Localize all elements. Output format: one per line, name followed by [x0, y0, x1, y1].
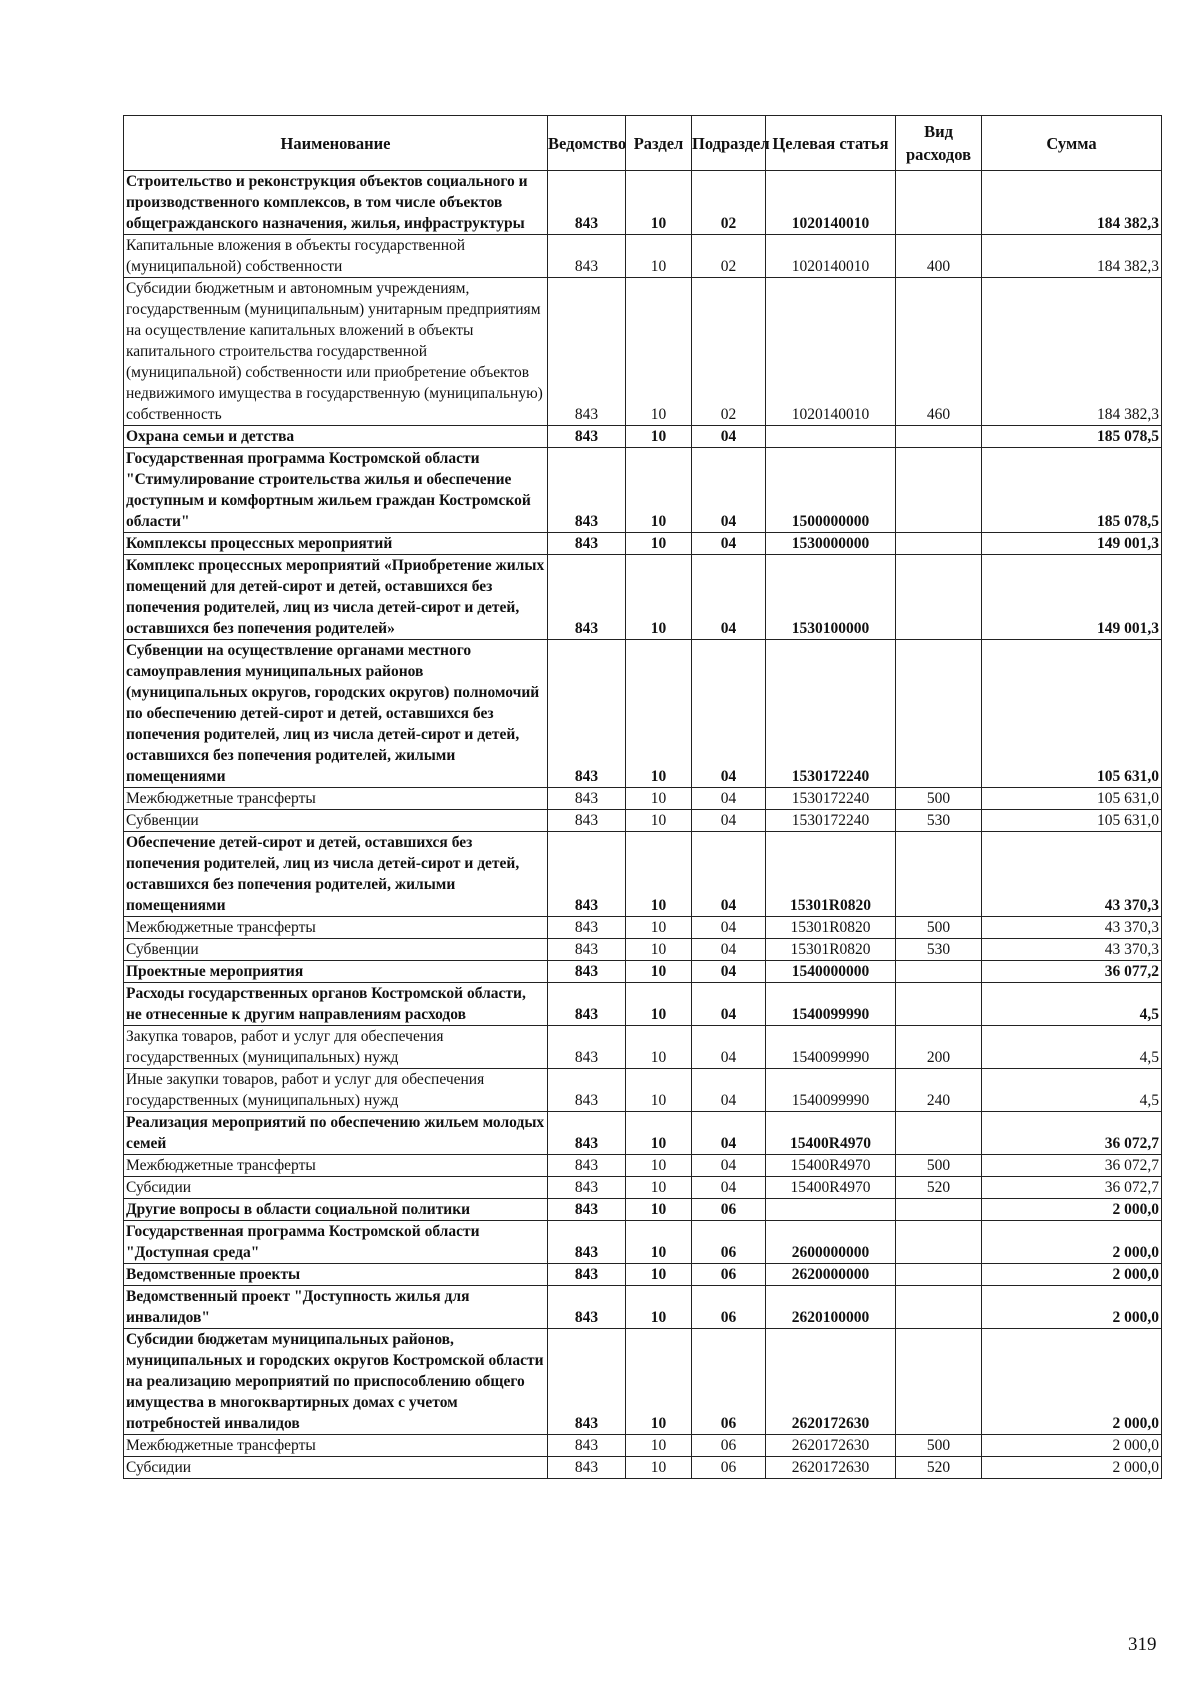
row-dept-cell: 843	[548, 1199, 626, 1221]
row-subsection-cell: 06	[692, 1457, 766, 1479]
table-row	[124, 1435, 1162, 1457]
row-name-cell: Закупка товаров, работ и услуг для обеспечения государственных (муниципальных) нужд	[124, 1026, 548, 1069]
table-row	[124, 533, 1162, 555]
row-article-cell: 15400R4970	[766, 1112, 896, 1155]
row-dept-cell: 843	[548, 983, 626, 1026]
row-dept-cell: 843	[548, 917, 626, 939]
row-section-cell: 10	[626, 788, 692, 810]
row-kind-cell	[896, 640, 982, 788]
row-sum-cell: 184 382,3	[982, 278, 1162, 426]
row-article-cell: 2620100000	[766, 1286, 896, 1329]
row-section-cell: 10	[626, 1112, 692, 1155]
table-row	[124, 961, 1162, 983]
row-article-cell: 1530172240	[766, 810, 896, 832]
row-kind-cell	[896, 448, 982, 533]
row-article-cell: 1020140010	[766, 171, 896, 235]
row-kind-cell: 520	[896, 1457, 982, 1479]
row-section-cell: 10	[626, 1221, 692, 1264]
row-dept-cell: 843	[548, 1435, 626, 1457]
row-subsection-cell: 04	[692, 1155, 766, 1177]
row-subsection-cell: 04	[692, 788, 766, 810]
row-sum-cell: 105 631,0	[982, 640, 1162, 788]
row-subsection-cell: 06	[692, 1264, 766, 1286]
row-sum-cell: 36 072,7	[982, 1177, 1162, 1199]
table-row	[124, 939, 1162, 961]
header-article: Целевая статья	[766, 116, 896, 171]
row-name-cell: Расходы государственных органов Костромской области, не отнесенные к другим направлениям расходов	[124, 983, 548, 1026]
row-dept-cell: 843	[548, 788, 626, 810]
row-kind-cell	[896, 171, 982, 235]
row-article-cell: 1540099990	[766, 983, 896, 1026]
row-dept-cell: 843	[548, 832, 626, 917]
row-kind-cell: 530	[896, 810, 982, 832]
row-sum-cell: 4,5	[982, 1026, 1162, 1069]
row-article-cell: 1020140010	[766, 235, 896, 278]
budget-table	[123, 115, 1162, 1479]
row-name-cell: Ведомственный проект "Доступность жилья для инвалидов"	[124, 1286, 548, 1329]
table-row	[124, 1329, 1162, 1435]
row-name-cell: Комплексы процессных мероприятий	[124, 533, 548, 555]
header-kind: Вид расходов	[896, 116, 982, 171]
table-row	[124, 917, 1162, 939]
table-row	[124, 1177, 1162, 1199]
row-sum-cell: 43 370,3	[982, 917, 1162, 939]
header-subsection: Подраздел	[692, 116, 766, 171]
row-dept-cell: 843	[548, 1329, 626, 1435]
row-dept-cell: 843	[548, 555, 626, 640]
row-section-cell: 10	[626, 533, 692, 555]
table-header-row	[124, 116, 1162, 171]
table-row	[124, 555, 1162, 640]
row-subsection-cell: 02	[692, 278, 766, 426]
row-kind-cell	[896, 1286, 982, 1329]
page-number: 319	[1128, 1634, 1157, 1655]
row-section-cell: 10	[626, 917, 692, 939]
row-kind-cell	[896, 533, 982, 555]
row-subsection-cell: 04	[692, 917, 766, 939]
table-row	[124, 235, 1162, 278]
row-section-cell: 10	[626, 1199, 692, 1221]
row-article-cell: 1530172240	[766, 640, 896, 788]
row-dept-cell: 843	[548, 235, 626, 278]
header-dept: Ведомство	[548, 116, 626, 171]
row-section-cell: 10	[626, 961, 692, 983]
row-name-cell: Охрана семьи и детства	[124, 426, 548, 448]
row-name-cell: Государственная программа Костромской области "Стимулирование строительства жилья и обеспечение доступным и комфортным жильем граждан Костромской области"	[124, 448, 548, 533]
row-kind-cell: 200	[896, 1026, 982, 1069]
row-sum-cell: 2 000,0	[982, 1457, 1162, 1479]
row-article-cell: 1020140010	[766, 278, 896, 426]
row-kind-cell: 530	[896, 939, 982, 961]
row-sum-cell: 4,5	[982, 983, 1162, 1026]
row-kind-cell	[896, 832, 982, 917]
row-subsection-cell: 06	[692, 1435, 766, 1457]
row-section-cell: 10	[626, 1457, 692, 1479]
row-article-cell: 15301R0820	[766, 832, 896, 917]
row-section-cell: 10	[626, 555, 692, 640]
row-name-cell: Реализация мероприятий по обеспечению жильем молодых семей	[124, 1112, 548, 1155]
row-dept-cell: 843	[548, 1026, 626, 1069]
row-name-cell: Обеспечение детей-сирот и детей, оставшихся без попечения родителей, лиц из числа детей-сирот и детей, оставшихся без попечения родителей, жилыми помещениями	[124, 832, 548, 917]
row-kind-cell	[896, 983, 982, 1026]
row-article-cell: 2620172630	[766, 1329, 896, 1435]
table-row	[124, 1026, 1162, 1069]
row-sum-cell: 2 000,0	[982, 1329, 1162, 1435]
row-article-cell: 2620172630	[766, 1435, 896, 1457]
row-name-cell: Субвенции на осуществление органами местного самоуправления муниципальных районов (муниципальных округов, городских округов) полномочий по обеспечению детей-сирот и детей, оставшихся без попечения родителей, лиц из числа детей-сирот и детей, оставшихся без попечения родителей, жилыми помещениями	[124, 640, 548, 788]
row-dept-cell: 843	[548, 426, 626, 448]
row-article-cell: 15301R0820	[766, 939, 896, 961]
row-name-cell: Субсидии	[124, 1177, 548, 1199]
row-article-cell: 2620000000	[766, 1264, 896, 1286]
row-sum-cell: 36 077,2	[982, 961, 1162, 983]
row-section-cell: 10	[626, 1435, 692, 1457]
row-sum-cell: 36 072,7	[982, 1155, 1162, 1177]
row-article-cell: 15400R4970	[766, 1155, 896, 1177]
table-row	[124, 810, 1162, 832]
row-subsection-cell: 04	[692, 983, 766, 1026]
row-sum-cell: 185 078,5	[982, 426, 1162, 448]
row-subsection-cell: 04	[692, 961, 766, 983]
row-article-cell: 1500000000	[766, 448, 896, 533]
row-sum-cell: 2 000,0	[982, 1286, 1162, 1329]
row-section-cell: 10	[626, 832, 692, 917]
row-article-cell: 1530100000	[766, 555, 896, 640]
row-name-cell: Межбюджетные трансферты	[124, 1435, 548, 1457]
row-dept-cell: 843	[548, 1155, 626, 1177]
row-kind-cell: 460	[896, 278, 982, 426]
table-row	[124, 1199, 1162, 1221]
row-article-cell: 15400R4970	[766, 1177, 896, 1199]
row-sum-cell: 36 072,7	[982, 1112, 1162, 1155]
row-section-cell: 10	[626, 235, 692, 278]
row-sum-cell: 105 631,0	[982, 810, 1162, 832]
row-dept-cell: 843	[548, 1069, 626, 1112]
row-dept-cell: 843	[548, 961, 626, 983]
row-section-cell: 10	[626, 1264, 692, 1286]
row-kind-cell	[896, 1112, 982, 1155]
row-section-cell: 10	[626, 810, 692, 832]
row-dept-cell: 843	[548, 278, 626, 426]
row-dept-cell: 843	[548, 1457, 626, 1479]
row-name-cell: Межбюджетные трансферты	[124, 788, 548, 810]
row-section-cell: 10	[626, 640, 692, 788]
row-subsection-cell: 04	[692, 1069, 766, 1112]
table-row	[124, 640, 1162, 788]
row-name-cell: Другие вопросы в области социальной политики	[124, 1199, 548, 1221]
row-subsection-cell: 04	[692, 832, 766, 917]
row-article-cell: 15301R0820	[766, 917, 896, 939]
row-subsection-cell: 02	[692, 235, 766, 278]
row-article-cell: 1540000000	[766, 961, 896, 983]
row-section-cell: 10	[626, 1329, 692, 1435]
row-section-cell: 10	[626, 171, 692, 235]
row-name-cell: Иные закупки товаров, работ и услуг для обеспечения государственных (муниципальных) нужд	[124, 1069, 548, 1112]
table-row	[124, 1221, 1162, 1264]
table-row	[124, 426, 1162, 448]
row-kind-cell	[896, 555, 982, 640]
row-subsection-cell: 06	[692, 1221, 766, 1264]
row-name-cell: Капитальные вложения в объекты государственной (муниципальной) собственности	[124, 235, 548, 278]
table-row	[124, 1155, 1162, 1177]
row-sum-cell: 184 382,3	[982, 171, 1162, 235]
row-sum-cell: 2 000,0	[982, 1264, 1162, 1286]
table-row	[124, 1457, 1162, 1479]
row-subsection-cell: 04	[692, 640, 766, 788]
table-row	[124, 983, 1162, 1026]
row-kind-cell	[896, 961, 982, 983]
row-subsection-cell: 04	[692, 939, 766, 961]
header-name: Наименование	[124, 116, 548, 171]
row-name-cell: Межбюджетные трансферты	[124, 1155, 548, 1177]
row-article-cell: 2600000000	[766, 1221, 896, 1264]
row-subsection-cell: 06	[692, 1199, 766, 1221]
table-row	[124, 1069, 1162, 1112]
row-dept-cell: 843	[548, 1286, 626, 1329]
row-name-cell: Субвенции	[124, 939, 548, 961]
row-kind-cell: 500	[896, 1435, 982, 1457]
row-dept-cell: 843	[548, 1177, 626, 1199]
row-section-cell: 10	[626, 939, 692, 961]
row-name-cell: Проектные мероприятия	[124, 961, 548, 983]
row-section-cell: 10	[626, 1069, 692, 1112]
row-sum-cell: 2 000,0	[982, 1435, 1162, 1457]
row-section-cell: 10	[626, 1286, 692, 1329]
row-subsection-cell: 04	[692, 810, 766, 832]
row-article-cell: 1540099990	[766, 1069, 896, 1112]
row-article-cell: 1530000000	[766, 533, 896, 555]
row-section-cell: 10	[626, 1155, 692, 1177]
row-subsection-cell: 04	[692, 1026, 766, 1069]
row-subsection-cell: 06	[692, 1329, 766, 1435]
header-section: Раздел	[626, 116, 692, 171]
row-dept-cell: 843	[548, 1264, 626, 1286]
table-row	[124, 788, 1162, 810]
row-subsection-cell: 02	[692, 171, 766, 235]
row-subsection-cell: 04	[692, 555, 766, 640]
row-sum-cell: 43 370,3	[982, 939, 1162, 961]
table-row	[124, 1264, 1162, 1286]
row-dept-cell: 843	[548, 533, 626, 555]
row-kind-cell: 400	[896, 235, 982, 278]
table-row	[124, 278, 1162, 426]
row-name-cell: Государственная программа Костромской области "Доступная среда"	[124, 1221, 548, 1264]
row-kind-cell: 500	[896, 917, 982, 939]
row-sum-cell: 185 078,5	[982, 448, 1162, 533]
row-section-cell: 10	[626, 448, 692, 533]
row-kind-cell: 500	[896, 1155, 982, 1177]
row-kind-cell	[896, 1221, 982, 1264]
row-sum-cell: 4,5	[982, 1069, 1162, 1112]
row-sum-cell: 184 382,3	[982, 235, 1162, 278]
row-subsection-cell: 04	[692, 426, 766, 448]
row-section-cell: 10	[626, 983, 692, 1026]
row-sum-cell: 43 370,3	[982, 832, 1162, 917]
row-dept-cell: 843	[548, 640, 626, 788]
row-kind-cell: 520	[896, 1177, 982, 1199]
header-sum: Сумма	[982, 116, 1162, 171]
row-kind-cell	[896, 1199, 982, 1221]
row-kind-cell: 500	[896, 788, 982, 810]
row-subsection-cell: 04	[692, 1112, 766, 1155]
row-sum-cell: 149 001,3	[982, 533, 1162, 555]
row-dept-cell: 843	[548, 810, 626, 832]
row-sum-cell: 105 631,0	[982, 788, 1162, 810]
row-sum-cell: 2 000,0	[982, 1199, 1162, 1221]
table-row	[124, 1286, 1162, 1329]
row-article-cell: 2620172630	[766, 1457, 896, 1479]
row-section-cell: 10	[626, 426, 692, 448]
table-row	[124, 171, 1162, 235]
row-dept-cell: 843	[548, 939, 626, 961]
row-name-cell: Субсидии бюджетным и автономным учреждениям, государственным (муниципальным) унитарным предприятиям на осуществление капитальных вложений в объекты капитального строительства государственной (муниципальной) собственности или приобретение объектов недвижимого имущества в государственную (муниципальную) собственность	[124, 278, 548, 426]
row-section-cell: 10	[626, 278, 692, 426]
row-dept-cell: 843	[548, 1221, 626, 1264]
row-subsection-cell: 06	[692, 1286, 766, 1329]
row-kind-cell: 240	[896, 1069, 982, 1112]
table-row	[124, 1112, 1162, 1155]
row-dept-cell: 843	[548, 171, 626, 235]
row-section-cell: 10	[626, 1177, 692, 1199]
row-name-cell: Строительство и реконструкция объектов социального и производственного комплексов, в том числе объектов общегражданского назначения, жилья, инфраструктуры	[124, 171, 548, 235]
row-name-cell: Субсидии бюджетам муниципальных районов, муниципальных и городских округов Костромской области на реализацию мероприятий по приспособлению общего имущества в многоквартирных домах с учетом потребностей инвалидов	[124, 1329, 548, 1435]
row-kind-cell	[896, 1329, 982, 1435]
row-subsection-cell: 04	[692, 1177, 766, 1199]
row-name-cell: Межбюджетные трансферты	[124, 917, 548, 939]
row-kind-cell	[896, 426, 982, 448]
row-sum-cell: 149 001,3	[982, 555, 1162, 640]
row-name-cell: Субсидии	[124, 1457, 548, 1479]
row-kind-cell	[896, 1264, 982, 1286]
row-name-cell: Ведомственные проекты	[124, 1264, 548, 1286]
row-subsection-cell: 04	[692, 533, 766, 555]
row-name-cell: Субвенции	[124, 810, 548, 832]
row-article-cell	[766, 1199, 896, 1221]
row-dept-cell: 843	[548, 448, 626, 533]
row-article-cell: 1530172240	[766, 788, 896, 810]
row-article-cell: 1540099990	[766, 1026, 896, 1069]
table-row	[124, 448, 1162, 533]
row-dept-cell: 843	[548, 1112, 626, 1155]
row-section-cell: 10	[626, 1026, 692, 1069]
row-subsection-cell: 04	[692, 448, 766, 533]
row-article-cell	[766, 426, 896, 448]
row-name-cell: Комплекс процессных мероприятий «Приобретение жилых помещений для детей-сирот и детей, оставшихся без попечения родителей, лиц из числа детей-сирот и детей, оставшихся без попечения родителей»	[124, 555, 548, 640]
row-sum-cell: 2 000,0	[982, 1221, 1162, 1264]
table-row	[124, 832, 1162, 917]
